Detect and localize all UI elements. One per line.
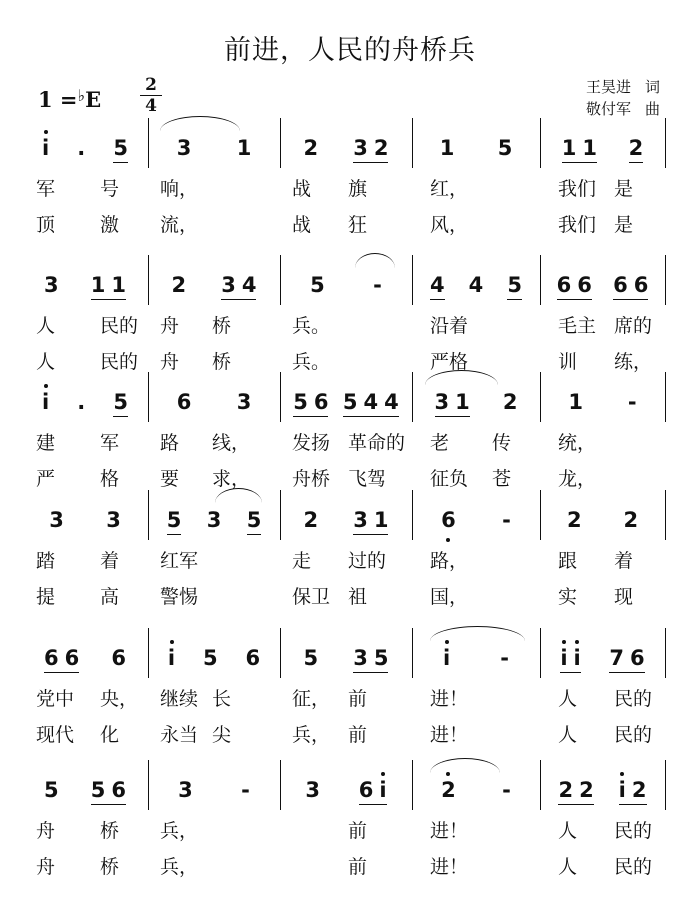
measure — [286, 382, 406, 418]
lyric-syllable: 征， — [292, 688, 331, 710]
lyric-syllable: 龙， — [558, 468, 597, 490]
lyric-syllable: 人 — [558, 856, 578, 878]
beamed-note-group — [435, 382, 470, 417]
note: 2 — [623, 508, 639, 532]
lyric-syllable: 提 — [36, 586, 56, 608]
lyric-syllable: 统， — [558, 432, 597, 454]
beamed-note-group — [91, 265, 126, 300]
measure — [286, 638, 406, 674]
note: 2 — [629, 128, 644, 163]
measure — [28, 128, 142, 164]
note: 4 — [241, 273, 257, 297]
lyric-syllable: 求， — [212, 468, 251, 490]
lyric-syllable: 舟桥 — [292, 468, 331, 490]
lyric-line — [0, 210, 700, 240]
note: 6 — [111, 778, 126, 802]
note: 1 — [582, 136, 598, 160]
lyric-syllable: 席的 — [614, 315, 653, 337]
lyric-line — [0, 852, 700, 882]
lyric-syllable: 民的 — [614, 688, 653, 710]
note: 2 — [502, 390, 518, 414]
lyric-syllable: 狂 — [348, 214, 368, 236]
lyric-syllable: 民的 — [614, 856, 653, 878]
note: 1 — [455, 390, 470, 414]
note: 3 — [305, 778, 320, 802]
lyric-syllable: 红， — [430, 178, 469, 200]
lyric-syllable: 老 — [430, 432, 450, 454]
beamed-note-group — [562, 128, 597, 163]
lyric-syllable: 民的 — [614, 820, 653, 842]
lyric-syllable: 国， — [430, 586, 469, 608]
lyric-syllable: 激 — [100, 214, 120, 236]
note: 3 — [49, 508, 64, 532]
lyric-syllable: 严 — [36, 468, 56, 490]
music-system — [0, 118, 700, 258]
beamed-note-group — [221, 265, 256, 300]
lyric-syllable: 桥 — [100, 820, 120, 842]
lyric-syllable: 征负 — [430, 468, 469, 490]
lyric-syllable: 进！ — [430, 724, 469, 746]
lyric-line — [0, 546, 700, 576]
song-title: 前进，人民的舟桥兵 — [224, 35, 476, 66]
lyric-syllable: 桥 — [212, 351, 232, 373]
lyric-syllable: 毛主 — [558, 315, 597, 337]
lyric-syllable: 进！ — [430, 856, 469, 878]
dash-extension: - — [502, 778, 511, 802]
lyric-syllable: 人 — [36, 315, 56, 337]
lyric-syllable: 发扬 — [292, 432, 331, 454]
lyric-syllable: 进！ — [430, 688, 469, 710]
lyric-line — [0, 174, 700, 204]
lyric-syllable: 进！ — [430, 820, 469, 842]
measure — [418, 638, 534, 674]
lyric-syllable: 保卫 — [292, 586, 331, 608]
lyric-syllable: 人 — [36, 351, 56, 373]
lyric-syllable: 兵， — [160, 820, 199, 842]
lyric-syllable: 是 — [614, 178, 634, 200]
lyric-syllable: 传 — [492, 432, 512, 454]
lyric-syllable: 革命的 — [348, 432, 406, 454]
lyric-syllable: 现代 — [36, 724, 75, 746]
note: 6 — [441, 500, 456, 534]
note: 2 — [303, 136, 319, 160]
lyric-syllable: 长 — [212, 688, 232, 710]
measure — [154, 638, 274, 674]
measure — [154, 500, 274, 536]
note: 5 — [303, 646, 319, 670]
note: 5 — [310, 273, 325, 297]
lyric-syllable: 党中 — [36, 688, 75, 710]
note: 6 — [176, 390, 192, 414]
measure — [546, 500, 659, 536]
measure — [28, 500, 142, 536]
note: 3 — [434, 390, 450, 414]
dash-extension: - — [502, 508, 511, 532]
measure — [418, 128, 534, 164]
note: 3 — [176, 136, 192, 160]
note: 5 — [44, 778, 59, 802]
note: 5 — [113, 382, 128, 417]
measure — [28, 638, 142, 674]
note: i — [560, 638, 567, 672]
lyric-syllable: 继续 — [160, 688, 199, 710]
note: 1 — [561, 136, 577, 160]
beamed-note-group — [557, 265, 592, 300]
lyric-syllable: 桥 — [100, 856, 120, 878]
note: 5 — [113, 128, 128, 163]
note: 6 — [111, 646, 126, 670]
lyric-syllable: 桥 — [212, 315, 232, 337]
measure — [154, 128, 274, 164]
note: 6 — [556, 273, 572, 297]
lyric-syllable: 严格 — [430, 351, 469, 373]
lyric-syllable: 号 — [100, 178, 120, 200]
measure — [418, 382, 534, 418]
lyric-syllable: 前 — [348, 688, 368, 710]
lyric-syllable: 线， — [212, 432, 251, 454]
lyric-syllable: 兵。 — [292, 315, 331, 337]
note: 1 — [111, 273, 126, 297]
measure — [28, 770, 142, 806]
note: 3 — [206, 508, 222, 532]
slur — [430, 626, 525, 641]
beamed-note-group — [91, 770, 126, 805]
note: i — [379, 770, 386, 804]
note: 5 — [293, 390, 308, 414]
lyric-syllable: 前 — [348, 820, 368, 842]
lyric-syllable: 我们 — [558, 214, 597, 236]
measure — [286, 265, 406, 301]
lyric-syllable: 兵， — [292, 724, 331, 746]
key-signature — [38, 86, 101, 112]
lyric-syllable: 我们 — [558, 178, 597, 200]
beamed-note-group — [343, 382, 399, 417]
note: 2 — [441, 770, 456, 804]
measure — [546, 770, 659, 806]
note: 6 — [613, 273, 628, 297]
lyric-syllable: 民的 — [100, 315, 139, 337]
key-prefix: 1 = — [38, 87, 78, 112]
note: 2 — [566, 508, 582, 532]
lyric-syllable: 着 — [614, 550, 634, 572]
lyric-syllable: 央， — [100, 688, 139, 710]
beamed-note-group — [359, 770, 387, 805]
dash-extension: - — [373, 273, 382, 297]
meter-top: 2 — [145, 75, 157, 95]
beamed-note-group — [353, 128, 388, 163]
note: 4 — [363, 390, 379, 414]
measure — [28, 265, 142, 301]
measure — [546, 382, 659, 418]
measure — [286, 770, 406, 806]
note: 1 — [236, 136, 252, 160]
lyric-syllable: 实 — [558, 586, 578, 608]
lyric-syllable: 兵。 — [292, 351, 331, 373]
slur — [425, 370, 498, 385]
measure — [154, 382, 274, 418]
music-system — [0, 490, 700, 630]
note: 5 — [202, 646, 218, 670]
note: i — [574, 638, 581, 672]
note: 1 — [568, 390, 584, 414]
lyric-syllable: 高 — [100, 586, 120, 608]
note: 5 — [497, 136, 513, 160]
note: 5 — [342, 390, 358, 414]
lyric-syllable: 跟 — [558, 550, 578, 572]
note: 6 — [633, 273, 649, 297]
note: 3 — [178, 778, 193, 802]
note: 3 — [106, 508, 121, 532]
note: 1 — [439, 136, 455, 160]
note: 6 — [64, 646, 80, 670]
note: 3 — [353, 508, 368, 532]
lyric-syllable: 飞驾 — [348, 468, 387, 490]
lyric-syllable: 舟 — [160, 351, 180, 373]
note: 5 — [167, 500, 182, 535]
note: 4 — [468, 273, 484, 297]
measure — [546, 128, 659, 164]
lyric-syllable: 旗 — [348, 178, 368, 200]
beamed-note-group — [44, 638, 79, 673]
lyric-syllable: 顶 — [36, 214, 56, 236]
lyric-syllable: 警惕 — [160, 586, 199, 608]
lyric-syllable: 尖 — [212, 724, 232, 746]
lyric-line — [0, 582, 700, 612]
beamed-note-group — [560, 638, 580, 673]
lyric-syllable: 红军 — [160, 550, 199, 572]
lyric-line — [0, 311, 700, 341]
dot: . — [77, 136, 86, 160]
lyric-syllable: 路 — [160, 432, 180, 454]
note: 3 — [353, 646, 368, 670]
lyric-syllable: 民的 — [614, 724, 653, 746]
note: 6 — [313, 390, 329, 414]
lyric-syllable: 风， — [430, 214, 469, 236]
note: 5 — [90, 778, 106, 802]
lyric-syllable: 祖 — [348, 586, 368, 608]
note: 2 — [558, 778, 574, 802]
lyric-syllable: 舟 — [160, 315, 180, 337]
dot: . — [77, 390, 86, 414]
measure — [154, 265, 274, 301]
note: 6 — [44, 646, 59, 670]
lyric-syllable: 舟 — [36, 856, 56, 878]
note: 6 — [358, 778, 374, 802]
note: 1 — [90, 273, 106, 297]
lyric-syllable: 永当 — [160, 724, 199, 746]
lyric-line — [0, 428, 700, 458]
lyric-syllable: 过的 — [348, 550, 387, 572]
lyric-syllable: 人 — [558, 820, 578, 842]
note: i — [168, 638, 175, 672]
lyric-syllable: 训 — [558, 351, 578, 373]
lyric-syllable: 前 — [348, 724, 368, 746]
lyricist-credit: 王昊进 词 — [585, 78, 660, 96]
lyric-syllable: 沿着 — [430, 315, 469, 337]
beamed-note-group — [293, 382, 328, 417]
measure — [418, 265, 534, 301]
lyric-syllable: 人 — [558, 724, 578, 746]
composer-credit: 敬付军 曲 — [585, 100, 660, 118]
beamed-note-group — [558, 770, 593, 805]
lyric-syllable: 要 — [160, 468, 180, 490]
lyric-syllable: 民的 — [100, 351, 139, 373]
dash-extension: - — [241, 778, 250, 802]
note: 2 — [579, 778, 594, 802]
measure — [418, 500, 534, 536]
lyric-syllable: 战 — [292, 214, 312, 236]
lyric-syllable: 路， — [430, 550, 469, 572]
note: 5 — [247, 500, 262, 535]
flat-sign: ♭ — [77, 86, 86, 105]
beamed-note-group — [353, 500, 388, 535]
slur — [215, 488, 262, 503]
lyric-syllable: 军 — [100, 432, 120, 454]
key-letter: E — [85, 87, 102, 112]
note: 1 — [373, 508, 389, 532]
meter-bottom: 4 — [145, 96, 157, 116]
slur — [355, 253, 395, 268]
lyric-syllable: 舟 — [36, 820, 56, 842]
note: 2 — [373, 136, 389, 160]
note: 3 — [44, 273, 59, 297]
lyric-line — [0, 816, 700, 846]
measure — [28, 382, 142, 418]
note: i — [42, 128, 49, 162]
note: 3 — [236, 390, 252, 414]
music-system — [0, 628, 700, 768]
lyric-syllable: 前 — [348, 856, 368, 878]
measure — [546, 638, 659, 674]
beamed-note-group — [353, 638, 388, 673]
note: 3 — [221, 273, 236, 297]
lyric-syllable: 走 — [292, 550, 312, 572]
lyric-syllable: 人 — [558, 688, 578, 710]
note: 3 — [353, 136, 368, 160]
note: 5 — [373, 646, 389, 670]
lyric-syllable: 苍 — [492, 468, 512, 490]
slur — [160, 116, 240, 131]
lyric-syllable: 响， — [160, 178, 199, 200]
note: 6 — [630, 646, 645, 670]
measure — [418, 770, 534, 806]
lyric-syllable: 是 — [614, 214, 634, 236]
lyric-syllable: 流， — [160, 214, 199, 236]
lyric-syllable: 格 — [100, 468, 120, 490]
time-signature — [140, 76, 162, 115]
lyric-syllable: 战 — [292, 178, 312, 200]
credits — [586, 76, 660, 120]
lyric-line — [0, 720, 700, 750]
note: 4 — [430, 265, 445, 300]
dash-extension: - — [627, 390, 637, 414]
measure — [286, 128, 406, 164]
note: 2 — [631, 778, 647, 802]
note: 4 — [384, 390, 399, 414]
lyric-syllable: 着 — [100, 550, 120, 572]
lyric-syllable: 兵， — [160, 856, 199, 878]
note: i — [619, 770, 626, 804]
note: 6 — [245, 646, 261, 670]
note: i — [42, 382, 49, 416]
note: 2 — [171, 273, 187, 297]
note: 2 — [303, 508, 319, 532]
measure — [546, 265, 659, 301]
note: 5 — [507, 265, 522, 300]
beamed-note-group — [609, 638, 644, 673]
lyric-syllable: 踏 — [36, 550, 56, 572]
beamed-note-group — [619, 770, 647, 805]
lyric-syllable: 建 — [36, 432, 56, 454]
lyric-syllable: 化 — [100, 724, 120, 746]
slur — [430, 758, 500, 773]
dash-extension: - — [500, 646, 509, 670]
note: 6 — [577, 273, 592, 297]
measure — [154, 770, 274, 806]
measure — [286, 500, 406, 536]
note: 7 — [609, 646, 625, 670]
lyric-line — [0, 684, 700, 714]
beamed-note-group — [613, 265, 648, 300]
lyric-syllable: 练， — [614, 351, 653, 373]
lyric-syllable: 现 — [614, 586, 634, 608]
lyric-syllable: 军 — [36, 178, 56, 200]
note: i — [443, 638, 450, 672]
music-system — [0, 760, 700, 900]
